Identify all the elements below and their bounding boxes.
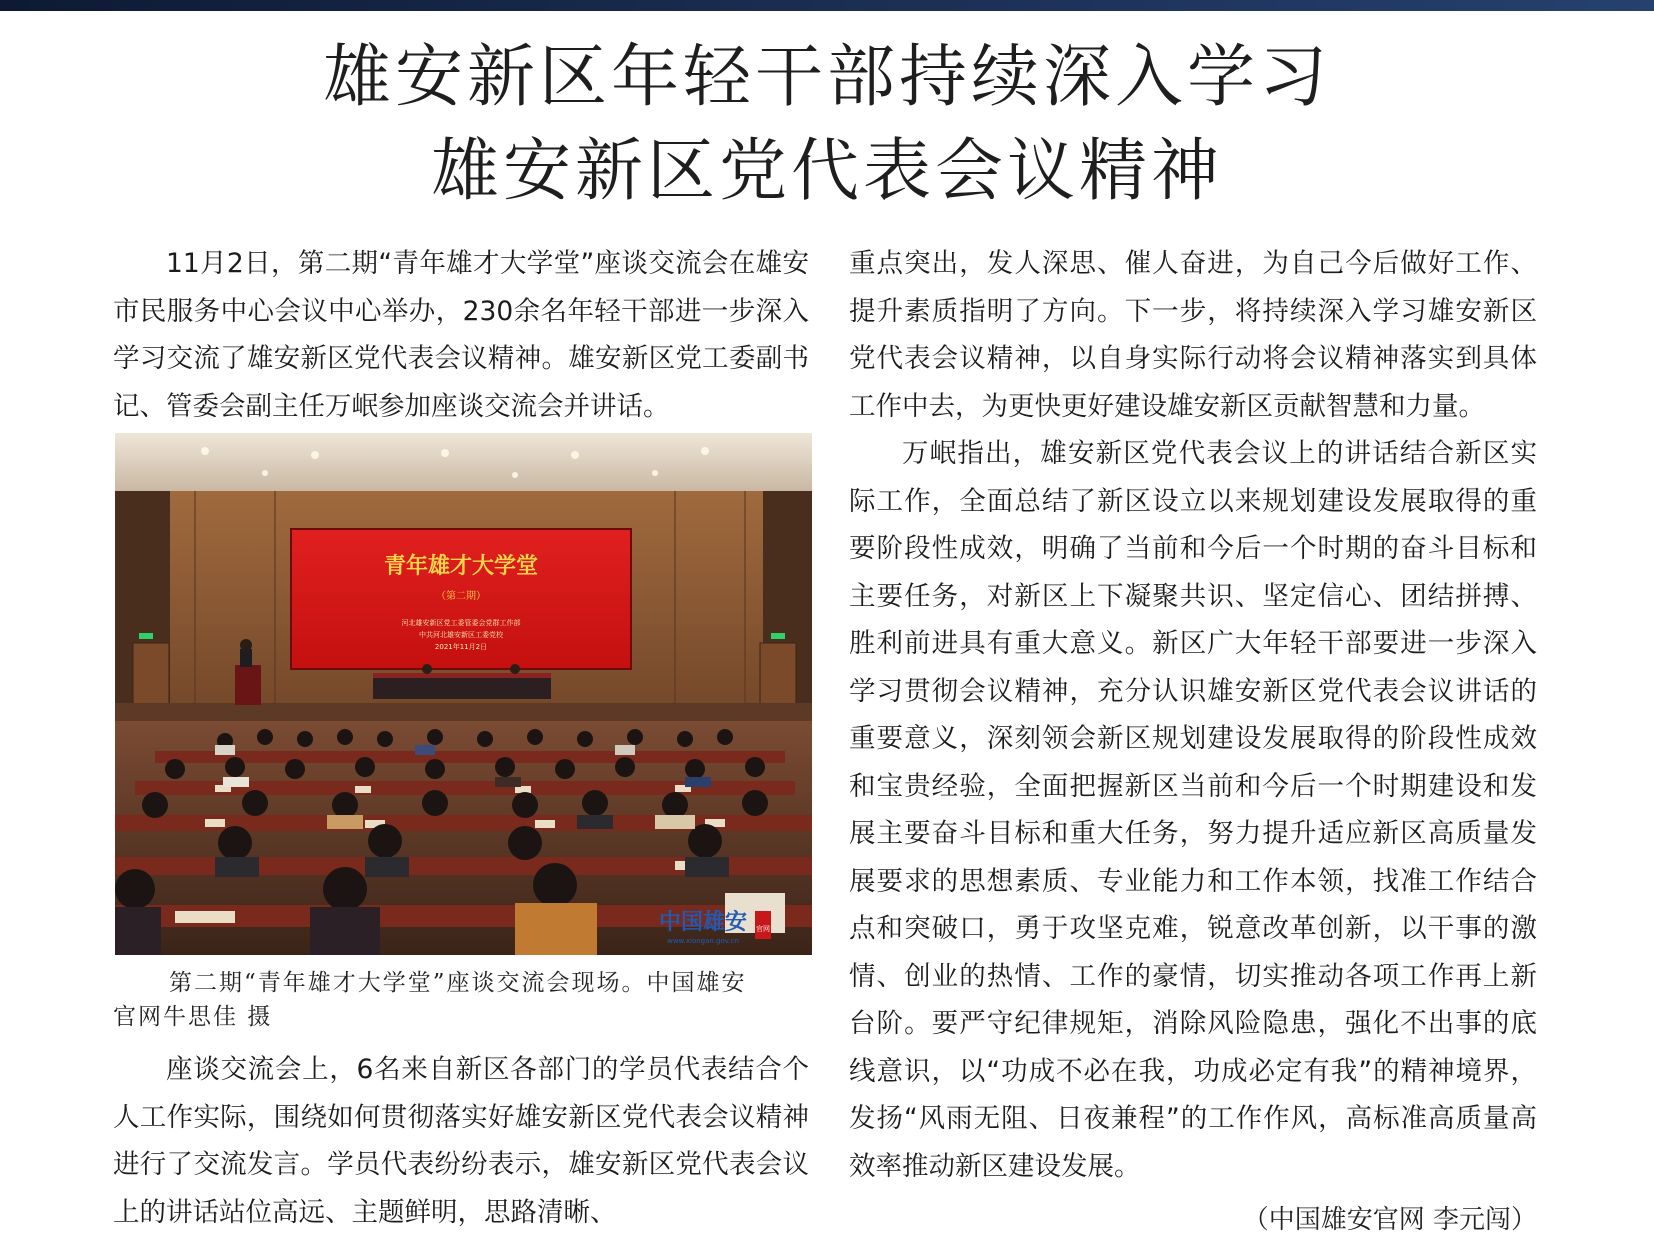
screen-session: （第二期）: [436, 591, 486, 602]
screen-date: 2021年11月2日: [434, 643, 488, 651]
paragraph-2-part-1: 座谈交流会上，6名来自新区各部门的学员代表结合个人工作实际，围绕如何贯彻落实好雄安新区党代表会议精神进行了交流发言。学员代表纷纷表示，雄安新区党代表会议上的讲话站位高远、主题鲜明，思路清晰、: [113, 1054, 809, 1228]
watermark-logo: 中国雄安: [658, 909, 748, 935]
article-title-line-1: 雄安新区年轻干部持续深入学习: [322, 38, 1331, 117]
photo-caption: [113, 966, 809, 1034]
photo-caption-line-2: 官网牛思佳 摄: [113, 1004, 273, 1030]
article-title-line-2: 雄安新区党代表会议精神: [430, 132, 1223, 211]
screen-title: 青年雄才大学堂: [383, 553, 539, 579]
screen-org-1: 河北雄安新区党工委管委会党群工作部: [401, 619, 521, 627]
paragraph-1: 11月2日，第二期“青年雄才大学堂”座谈交流会在雄安市民服务中心会议中心举办，230余名年轻干部进一步深入学习交流了雄安新区党代表会议精神。雄安新区党工委副书记、管委会副主任万岷参加座谈交流会并讲话。: [113, 248, 809, 422]
article-credit: （中国雄安官网 李元闯）: [1242, 1205, 1537, 1235]
screen-org-2: 中共河北雄安新区工委党校: [419, 631, 503, 639]
meeting-photo: [115, 433, 812, 955]
paragraph-3: 万岷指出，雄安新区党代表会议上的讲话结合新区实际工作，全面总结了新区设立以来规划建设发展取得的重要阶段性成效，明确了当前和今后一个时期的奋斗目标和主要任务，对新区上下凝聚共识、坚定信心、团结拼搏、胜利前进具有重大意义。新区广大年轻干部要进一步深入学习贯彻会议精神，充分认识雄安新区党代表会议讲话的重要意义，深刻领会新区规划建设发展取得的阶段性成效和宝贵经验，全面把握新区当前和今后一个时期建设和发展主要奋斗目标和重大任务，努力提升适应新区高质量发展要求的思想素质、专业能力和工作本领，找准工作结合点和突破口，勇于攻坚克难，锐意改革创新，以干事的激情、创业的热情、工作的豪情，切实推动各项工作再上新台阶。要严守纪律规矩，消除风险隐患，强化不出事的底线意识，以“功成不必在我，功成必定有我”的精神境界，发扬“风雨无阻、日夜兼程”的工作作风，高标准高质量高效率推动新区建设发展。: [849, 438, 1537, 1182]
watermark-url: www.xiongan.gov.cn: [667, 937, 739, 945]
photo-caption-line-1: 第二期“青年雄才大学堂”座谈交流会现场。中国雄安: [169, 970, 747, 996]
watermark-badge: 官网: [756, 925, 770, 933]
article-column-left-top: [113, 240, 809, 430]
paragraph-2-part-2: 重点突出，发人深思、催人奋进，为自己今后做好工作、提升素质指明了方向。下一步，将持续深入学习雄安新区党代表会议精神，以自身实际行动将会议精神落实到具体工作中去，为更快更好建设雄安新区贡献智慧和力量。: [849, 248, 1537, 422]
article-column-left-bottom: [113, 1046, 809, 1236]
article-column-right: [849, 240, 1537, 1190]
top-banner-bar: [0, 0, 1654, 11]
